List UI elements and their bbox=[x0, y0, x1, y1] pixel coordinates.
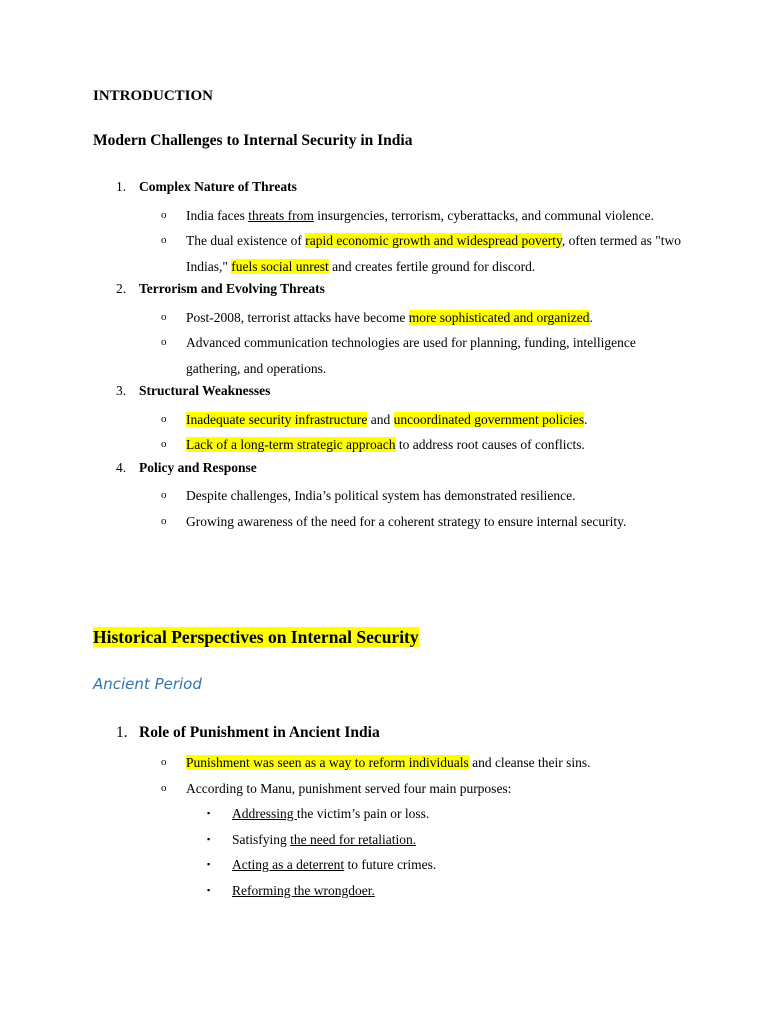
bullet-item bbox=[93, 432, 693, 458]
text-run: to future crimes. bbox=[344, 857, 437, 872]
list-number: 1. bbox=[116, 724, 128, 741]
list-number: 2. bbox=[116, 281, 127, 296]
text-run: Post-2008, terrorist attacks have become bbox=[186, 309, 409, 325]
bullet-item bbox=[93, 776, 693, 802]
highlighted-text: more sophisticated and organized bbox=[408, 309, 590, 325]
list-item-title: Complex Nature of Threats bbox=[139, 179, 297, 194]
list-item-heading bbox=[93, 177, 693, 203]
highlighted-text: fuels social unrest bbox=[231, 258, 329, 274]
bullet-item bbox=[93, 330, 693, 381]
text-run: Growing awareness of the need for a coherent strategy to ensure internal security. bbox=[186, 513, 627, 529]
text-run: and cleanse their sins. bbox=[468, 755, 591, 770]
square-bullet-glyph: ▪ bbox=[207, 833, 211, 844]
text-run: The dual existence of bbox=[186, 233, 306, 248]
highlighted-heading-text: Historical Perspectives on Internal Security bbox=[93, 627, 419, 647]
list-item-structural-weaknesses bbox=[93, 381, 693, 458]
bullet-glyph: o bbox=[161, 489, 167, 501]
bullet-glyph: o bbox=[161, 336, 167, 348]
bullet-glyph: o bbox=[161, 234, 167, 246]
list-item-title: Terrorism and Evolving Threats bbox=[139, 281, 325, 296]
introduction-heading: INTRODUCTION bbox=[93, 88, 214, 104]
list-item-title: Policy and Response bbox=[139, 459, 257, 475]
text-run: According to Manu, punishment served four main purposes: bbox=[186, 780, 512, 796]
ancient-list bbox=[93, 722, 693, 903]
text-run: Advanced communication technologies are used for planning, funding, intelligence gathering, and operations. bbox=[186, 335, 636, 376]
list-item-terrorism bbox=[93, 279, 693, 381]
list-item-heading bbox=[93, 279, 693, 305]
list-item-heading bbox=[93, 381, 693, 407]
bullet-glyph: o bbox=[161, 438, 167, 450]
highlighted-text: Inadequate security infrastructure bbox=[186, 411, 368, 427]
list-number: 1. bbox=[116, 179, 127, 194]
text-run: and creates fertile ground for discord. bbox=[328, 258, 536, 274]
square-bullet-glyph: ▪ bbox=[207, 859, 211, 869]
list-item-title: Structural Weaknesses bbox=[139, 383, 271, 398]
underlined-text: threats from bbox=[248, 207, 314, 223]
highlighted-text: rapid economic growth and widespread poverty bbox=[305, 233, 562, 248]
bullet-glyph: o bbox=[161, 208, 167, 221]
modern-challenges-heading: Modern Challenges to Internal Security in India bbox=[93, 132, 413, 149]
highlighted-text: uncoordinated government policies bbox=[393, 411, 585, 427]
ancient-period-heading: Ancient Period bbox=[93, 675, 202, 693]
text-run: Satisfying bbox=[232, 831, 291, 847]
bullet-item bbox=[93, 305, 693, 331]
list-item-title: Role of Punishment in Ancient India bbox=[139, 724, 380, 741]
bullet-glyph: o bbox=[161, 756, 167, 768]
square-bullet-glyph: ▪ bbox=[207, 884, 211, 895]
text-run: the victim’s pain or loss. bbox=[296, 806, 430, 821]
highlighted-text: Lack of a long-term strategic approach bbox=[186, 437, 396, 452]
challenges-list bbox=[93, 177, 693, 534]
text-run: insurgencies, terrorism, cyberattacks, and communal violence. bbox=[313, 207, 654, 223]
text-run: . bbox=[584, 411, 588, 427]
list-item-complex-threats bbox=[93, 177, 693, 279]
list-number: 3. bbox=[116, 383, 127, 398]
list-item-policy-response bbox=[93, 458, 693, 535]
square-bullet-glyph: ▪ bbox=[207, 808, 211, 818]
bullet-item bbox=[93, 203, 693, 229]
text-run: to address root causes of conflicts. bbox=[395, 437, 585, 452]
bullet-item bbox=[93, 407, 693, 433]
underlined-text: Addressing bbox=[232, 806, 297, 821]
bullet-glyph: o bbox=[161, 310, 167, 323]
sub-bullet-item bbox=[93, 827, 693, 853]
text-run: Despite challenges, India’s political system has demonstrated resilience. bbox=[186, 488, 576, 503]
list-number: 4. bbox=[116, 459, 127, 475]
bullet-item bbox=[93, 750, 693, 776]
bullet-item bbox=[93, 509, 693, 535]
text-run: India faces bbox=[186, 207, 249, 223]
text-run: . bbox=[589, 309, 593, 325]
underlined-text: Reforming the wrongdoer. bbox=[232, 882, 375, 898]
text-run: and bbox=[367, 411, 394, 427]
sub-bullet-item bbox=[93, 852, 693, 878]
bullet-glyph: o bbox=[161, 781, 167, 794]
highlighted-text: Punishment was seen as a way to reform individuals bbox=[186, 755, 469, 770]
list-item-heading bbox=[93, 722, 693, 750]
sub-bullet-item bbox=[93, 801, 693, 827]
historical-perspectives-heading bbox=[93, 627, 419, 648]
underlined-text: the need for retaliation. bbox=[290, 831, 417, 847]
text-run: , often termed as "two Indias," bbox=[186, 233, 681, 274]
sub-bullet-item bbox=[93, 878, 693, 904]
bullet-item bbox=[93, 483, 693, 509]
bullet-glyph: o bbox=[161, 412, 167, 425]
underlined-text: Acting as a deterrent bbox=[232, 857, 345, 872]
bullet-glyph: o bbox=[161, 514, 167, 527]
list-item-heading bbox=[93, 458, 693, 484]
bullet-item bbox=[93, 228, 693, 279]
